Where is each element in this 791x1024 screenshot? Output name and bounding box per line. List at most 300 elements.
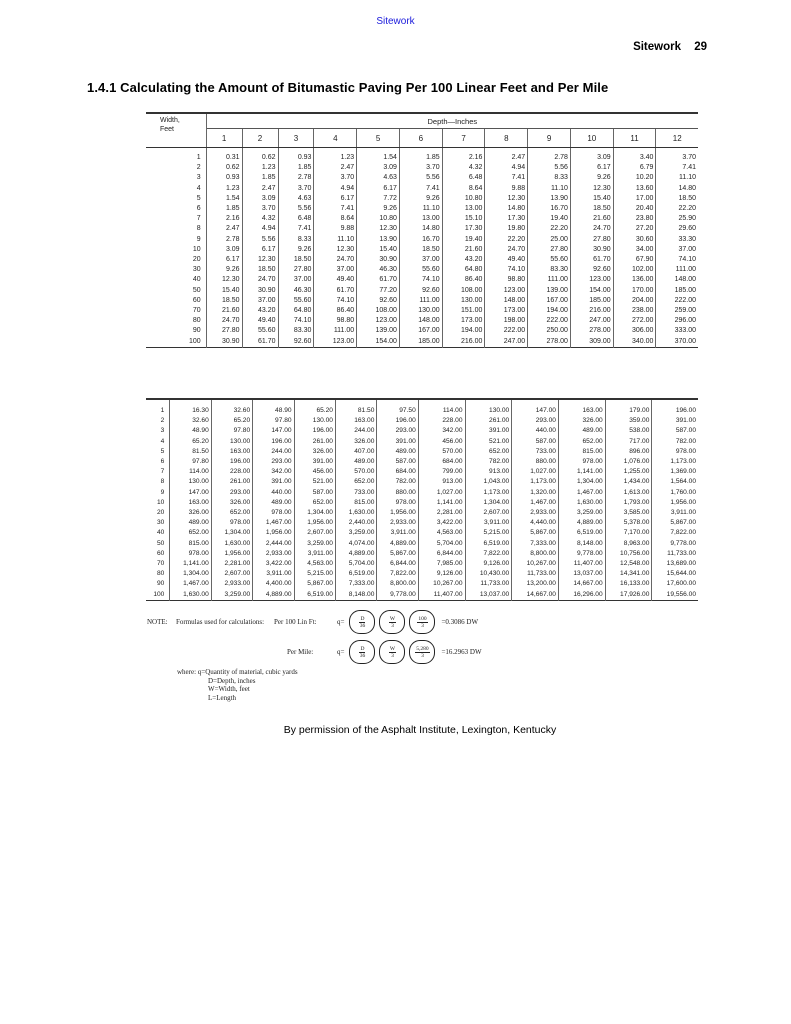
quantity-cell: 108.00 — [357, 306, 400, 316]
quantity-cell: 359.00 — [605, 416, 652, 426]
quantity-cell: 913.00 — [465, 467, 512, 477]
quantity-cell: 123.00 — [314, 337, 357, 348]
quantity-cell: 8.33 — [278, 235, 314, 245]
quantity-cell: 3,422.00 — [253, 559, 294, 569]
quantity-cell: 2.47 — [206, 224, 242, 234]
quantity-cell: 1,793.00 — [605, 498, 652, 508]
quantity-cell: 9.26 — [278, 245, 314, 255]
quantity-cell: 30.90 — [570, 245, 613, 255]
quantity-cell: 587.00 — [512, 437, 559, 447]
table-row — [146, 416, 698, 426]
quantity-cell: 7.41 — [656, 163, 698, 173]
quantity-cell: 1,956.00 — [211, 549, 252, 559]
quantity-cell: 5.56 — [242, 235, 278, 245]
quantity-cell: 456.00 — [294, 467, 335, 477]
quantity-cell: 440.00 — [512, 426, 559, 436]
quantity-cell: 14.80 — [656, 184, 698, 194]
quantity-cell: 92.60 — [357, 296, 400, 306]
quantity-cell: 978.00 — [558, 457, 605, 467]
quantity-cell: 326.00 — [211, 498, 252, 508]
quantity-cell: 4,889.00 — [253, 590, 294, 601]
quantity-cell: 306.00 — [613, 326, 656, 336]
quantity-cell: 5,867.00 — [377, 549, 418, 559]
quantity-cell: 9.26 — [570, 173, 613, 183]
ft-num: 100 — [418, 615, 427, 622]
quantity-cell: 97.80 — [253, 416, 294, 426]
quantity-cell: 4.94 — [485, 163, 528, 173]
quantity-cell: 4,074.00 — [335, 539, 376, 549]
quantity-cell: 4,440.00 — [512, 518, 559, 528]
mile-num: 5,280 — [416, 645, 429, 652]
quantity-cell: 370.00 — [656, 337, 698, 348]
table-row — [146, 399, 698, 416]
quantity-cell: 391.00 — [465, 426, 512, 436]
note-label: NOTE: — [147, 618, 168, 626]
quantity-cell: 3,259.00 — [335, 528, 376, 538]
quantity-cell: 10,267.00 — [512, 559, 559, 569]
quantity-cell: 19,556.00 — [652, 590, 698, 601]
quantity-cell: 198.00 — [485, 316, 528, 326]
quantity-cell: 16.70 — [528, 204, 571, 214]
quantity-cell: 98.80 — [485, 275, 528, 285]
quantity-cell: 0.93 — [206, 173, 242, 183]
quantity-cell: 587.00 — [652, 426, 698, 436]
quantity-cell: 4,889.00 — [558, 518, 605, 528]
table-row — [146, 477, 698, 487]
quantity-cell: 7.41 — [278, 224, 314, 234]
q-symbol: q= — [337, 618, 345, 626]
table-bottom-body — [146, 399, 698, 600]
quantity-cell: 24.70 — [570, 224, 613, 234]
quantity-cell: 49.40 — [485, 255, 528, 265]
quantity-cell: 21.60 — [442, 245, 485, 255]
quantity-cell: 27.80 — [278, 265, 314, 275]
quantity-cell: 3.09 — [206, 245, 242, 255]
quantity-cell: 16.30 — [170, 399, 211, 416]
formula-mile — [337, 640, 482, 664]
quantity-cell: 5,704.00 — [418, 539, 465, 549]
width-header-line1: Width, — [160, 117, 180, 124]
quantity-cell: 185.00 — [399, 337, 442, 348]
quantity-cell: 261.00 — [294, 437, 335, 447]
d-num: D — [360, 615, 365, 622]
quantity-cell: 30.90 — [357, 255, 400, 265]
where-definitions — [177, 668, 298, 702]
quantity-table-per-100-lin-ft — [146, 112, 698, 348]
quantity-cell: 196.00 — [377, 416, 418, 426]
section-title: 1.4.1 Calculating the Amount of Bitumastic Paving Per 100 Linear Feet and Per Mile — [87, 80, 609, 95]
quantity-cell: 7.41 — [399, 184, 442, 194]
quantity-cell: 11.10 — [656, 173, 698, 183]
quantity-cell: 333.00 — [656, 326, 698, 336]
quantity-cell: 12.30 — [485, 194, 528, 204]
quantity-cell: 978.00 — [652, 447, 698, 457]
quantity-cell: 111.00 — [528, 275, 571, 285]
quantity-cell: 3.70 — [278, 184, 314, 194]
quantity-cell: 18.50 — [242, 265, 278, 275]
depth-inches-header: Depth—Inches — [206, 113, 698, 129]
quantity-cell: 538.00 — [605, 426, 652, 436]
quantity-cell: 1,304.00 — [170, 569, 211, 579]
quantity-cell: 1.23 — [206, 184, 242, 194]
quantity-cell: 8,148.00 — [335, 590, 376, 601]
quantity-cell: 3,422.00 — [418, 518, 465, 528]
width-cell: 7 — [160, 468, 165, 476]
quantity-cell: 684.00 — [418, 457, 465, 467]
table-row — [146, 275, 698, 285]
quantity-cell: 3,911.00 — [465, 518, 512, 528]
quantity-cell: 37.00 — [656, 245, 698, 255]
quantity-cell: 97.80 — [170, 457, 211, 467]
ft-den: 3 — [421, 622, 424, 629]
quantity-cell: 228.00 — [418, 416, 465, 426]
quantity-cell: 123.00 — [570, 275, 613, 285]
quantity-cell: 2,933.00 — [211, 579, 252, 589]
quantity-cell: 2,444.00 — [253, 539, 294, 549]
quantity-cell: 130.00 — [211, 437, 252, 447]
quantity-cell: 32.60 — [170, 416, 211, 426]
quantity-cell: 0.62 — [242, 148, 278, 164]
quantity-cell: 3,259.00 — [558, 508, 605, 518]
quantity-cell: 11,407.00 — [558, 559, 605, 569]
quantity-cell: 154.00 — [570, 286, 613, 296]
quantity-cell: 27.80 — [528, 245, 571, 255]
quantity-cell: 3.70 — [399, 163, 442, 173]
quantity-cell: 717.00 — [605, 437, 652, 447]
quantity-cell: 9.26 — [357, 204, 400, 214]
quantity-cell: 3.40 — [613, 148, 656, 164]
quantity-cell: 3.09 — [242, 194, 278, 204]
quantity-cell: 391.00 — [652, 416, 698, 426]
width-cell: 70 — [157, 560, 165, 568]
per-100-label: Per 100 Lin Ft: — [274, 618, 317, 626]
quantity-cell: 0.31 — [206, 148, 242, 164]
quantity-cell: 5,215.00 — [294, 569, 335, 579]
table-row — [146, 426, 698, 436]
quantity-cell: 3,911.00 — [377, 528, 418, 538]
quantity-cell: 1,956.00 — [652, 498, 698, 508]
quantity-cell: 1,173.00 — [652, 457, 698, 467]
quantity-cell: 196.00 — [211, 457, 252, 467]
quantity-cell: 194.00 — [442, 326, 485, 336]
quantity-cell: 163.00 — [335, 416, 376, 426]
quantity-cell: 43.20 — [242, 306, 278, 316]
quantity-cell: 652.00 — [558, 437, 605, 447]
quantity-cell: 521.00 — [294, 477, 335, 487]
quantity-cell: 489.00 — [558, 426, 605, 436]
quantity-cell: 247.00 — [485, 337, 528, 348]
quantity-cell: 37.00 — [278, 275, 314, 285]
quantity-cell: 74.10 — [485, 265, 528, 275]
quantity-cell: 14,341.00 — [605, 569, 652, 579]
quantity-cell: 250.00 — [528, 326, 571, 336]
quantity-cell: 43.20 — [442, 255, 485, 265]
quantity-cell: 4,563.00 — [294, 559, 335, 569]
quantity-cell: 14.80 — [399, 224, 442, 234]
quantity-cell: 1,467.00 — [558, 488, 605, 498]
quantity-cell: 9,778.00 — [558, 549, 605, 559]
quantity-cell: 30.90 — [242, 286, 278, 296]
quantity-cell: 489.00 — [377, 447, 418, 457]
table-row — [146, 148, 698, 164]
quantity-cell: 13.00 — [399, 214, 442, 224]
table-row — [146, 539, 698, 549]
quantity-cell: 1,630.00 — [211, 539, 252, 549]
quantity-cell: 48.90 — [170, 426, 211, 436]
table-row — [146, 214, 698, 224]
quantity-cell: 2,607.00 — [211, 569, 252, 579]
quantity-cell: 8.64 — [442, 184, 485, 194]
quantity-cell: 1,304.00 — [465, 498, 512, 508]
quantity-cell: 24.70 — [485, 245, 528, 255]
quantity-cell: 32.60 — [211, 399, 252, 416]
quantity-cell: 4.32 — [442, 163, 485, 173]
quantity-cell: 4,400.00 — [253, 579, 294, 589]
result-100: =0.3086 DW — [441, 618, 479, 626]
quantity-cell: 185.00 — [570, 296, 613, 306]
quantity-cell: 5,704.00 — [335, 559, 376, 569]
quantity-cell: 5,867.00 — [294, 579, 335, 589]
quantity-cell: 2.78 — [206, 235, 242, 245]
quantity-cell: 16,296.00 — [558, 590, 605, 601]
table-row — [146, 194, 698, 204]
table-row — [146, 163, 698, 173]
quantity-cell: 1.23 — [314, 148, 357, 164]
width-cell: 5 — [196, 194, 201, 202]
quantity-cell: 652.00 — [170, 528, 211, 538]
quantity-cell: 278.00 — [528, 337, 571, 348]
quantity-cell: 456.00 — [418, 437, 465, 447]
quantity-cell: 111.00 — [656, 265, 698, 275]
quantity-cell: 12.30 — [206, 275, 242, 285]
quantity-cell: 7,333.00 — [335, 579, 376, 589]
quantity-cell: 815.00 — [170, 539, 211, 549]
quantity-cell: 7,822.00 — [465, 549, 512, 559]
quantity-cell: 148.00 — [656, 275, 698, 285]
width-cell: 6 — [160, 458, 165, 466]
table-row — [146, 488, 698, 498]
quantity-cell: 29.60 — [656, 224, 698, 234]
quantity-cell: 30.60 — [613, 235, 656, 245]
quantity-cell: 1.85 — [278, 163, 314, 173]
quantity-cell: 1.54 — [357, 148, 400, 164]
quantity-cell: 147.00 — [512, 399, 559, 416]
width-cell: 90 — [157, 580, 165, 588]
width-cell: 8 — [160, 478, 165, 486]
quantity-cell: 20.40 — [613, 204, 656, 214]
quantity-cell: 652.00 — [211, 508, 252, 518]
quantity-cell: 440.00 — [253, 488, 294, 498]
quantity-cell: 1,564.00 — [652, 477, 698, 487]
width-header-line2: Feet — [160, 126, 175, 133]
quantity-cell: 136.00 — [613, 275, 656, 285]
quantity-cell: 1.54 — [206, 194, 242, 204]
quantity-cell: 17.30 — [485, 214, 528, 224]
width-cell: 40 — [157, 529, 165, 537]
quantity-cell: 65.20 — [294, 399, 335, 416]
quantity-cell: 782.00 — [652, 437, 698, 447]
quantity-cell: 222.00 — [656, 296, 698, 306]
quantity-cell: 27.80 — [570, 235, 613, 245]
depth-column-header: 10 — [570, 129, 613, 148]
where-line: W=Width, feet — [208, 685, 250, 693]
quantity-cell: 15.10 — [442, 214, 485, 224]
quantity-cell: 1,956.00 — [377, 508, 418, 518]
quantity-cell: 1,255.00 — [605, 467, 652, 477]
table-row — [146, 255, 698, 265]
table-row — [146, 286, 698, 296]
quantity-cell: 12.30 — [570, 184, 613, 194]
table-top-body — [146, 148, 698, 348]
quantity-cell: 81.50 — [335, 399, 376, 416]
quantity-cell: 167.00 — [399, 326, 442, 336]
quantity-cell: 3.70 — [314, 173, 357, 183]
quantity-cell: 6.79 — [613, 163, 656, 173]
quantity-cell: 8,800.00 — [512, 549, 559, 559]
depth-column-header: 7 — [442, 129, 485, 148]
table-row — [146, 337, 698, 348]
quantity-cell: 17,600.00 — [652, 579, 698, 589]
sitework-link[interactable]: Sitework — [376, 16, 415, 27]
where-line: D=Depth, inches — [208, 676, 256, 685]
quantity-cell: 163.00 — [170, 498, 211, 508]
quantity-cell: 489.00 — [335, 457, 376, 467]
quantity-cell: 4.94 — [242, 224, 278, 234]
quantity-cell: 27.20 — [613, 224, 656, 234]
result-mile: =16.2963 DW — [441, 648, 482, 656]
quantity-cell: 2.47 — [242, 184, 278, 194]
table-row — [146, 265, 698, 275]
width-feet-header — [146, 113, 206, 148]
quantity-cell: 3,911.00 — [294, 549, 335, 559]
quantity-cell: 61.70 — [357, 275, 400, 285]
quantity-cell: 3.70 — [656, 148, 698, 164]
quantity-cell: 570.00 — [335, 467, 376, 477]
quantity-cell: 216.00 — [442, 337, 485, 348]
depth-fraction — [349, 610, 375, 634]
quantity-cell: 1,467.00 — [253, 518, 294, 528]
table-row — [146, 498, 698, 508]
width-cell: 20 — [192, 256, 201, 264]
quantity-cell: 16,133.00 — [605, 579, 652, 589]
quantity-cell: 16.70 — [399, 235, 442, 245]
quantity-cell: 123.00 — [357, 316, 400, 326]
quantity-cell: 55.60 — [278, 296, 314, 306]
length-fraction — [409, 610, 435, 634]
width-cell: 30 — [192, 266, 201, 274]
width-fraction-mile — [379, 640, 405, 664]
quantity-cell: 25.90 — [656, 214, 698, 224]
quantity-cell: 18.50 — [570, 204, 613, 214]
quantity-cell: 8,148.00 — [558, 539, 605, 549]
width-cell: 8 — [196, 225, 201, 233]
quantity-cell: 5.56 — [278, 204, 314, 214]
table-row — [146, 306, 698, 316]
table-row — [146, 184, 698, 194]
quantity-cell: 34.00 — [613, 245, 656, 255]
page-number: 29 — [694, 41, 707, 53]
quantity-cell: 340.00 — [613, 337, 656, 348]
quantity-cell: 46.30 — [357, 265, 400, 275]
quantity-cell: 293.00 — [512, 416, 559, 426]
quantity-cell: 98.80 — [314, 316, 357, 326]
quantity-cell: 74.10 — [278, 316, 314, 326]
quantity-cell: 48.90 — [253, 399, 294, 416]
width-cell: 100 — [188, 337, 201, 345]
quantity-cell: 1,467.00 — [170, 579, 211, 589]
quantity-cell: 10,267.00 — [418, 579, 465, 589]
quantity-cell: 342.00 — [418, 426, 465, 436]
quantity-cell: 326.00 — [335, 437, 376, 447]
depth-columns-header — [146, 129, 698, 148]
quantity-cell: 18.50 — [206, 296, 242, 306]
quantity-cell: 139.00 — [357, 326, 400, 336]
quantity-cell: 14.80 — [485, 204, 528, 214]
quantity-cell: 74.10 — [656, 255, 698, 265]
quantity-cell: 2.47 — [314, 163, 357, 173]
quantity-cell: 196.00 — [294, 426, 335, 436]
mile-fraction — [409, 640, 435, 664]
quantity-cell: 139.00 — [528, 286, 571, 296]
width-cell: 40 — [192, 276, 201, 284]
quantity-cell: 10,430.00 — [465, 569, 512, 579]
quantity-cell: 978.00 — [377, 498, 418, 508]
width-cell: 70 — [192, 307, 201, 315]
quantity-cell: 55.60 — [399, 265, 442, 275]
quantity-cell: 0.62 — [206, 163, 242, 173]
table-row — [146, 559, 698, 569]
quantity-cell: 12,548.00 — [605, 559, 652, 569]
quantity-cell: 6.17 — [357, 184, 400, 194]
quantity-cell: 244.00 — [253, 447, 294, 457]
table-row — [146, 326, 698, 336]
note-intro: Formulas used for calculations: — [176, 618, 265, 626]
table-row — [146, 437, 698, 447]
quantity-cell: 489.00 — [253, 498, 294, 508]
quantity-cell: 196.00 — [652, 399, 698, 416]
quantity-cell: 13.90 — [357, 235, 400, 245]
quantity-cell: 652.00 — [335, 477, 376, 487]
quantity-cell: 259.00 — [656, 306, 698, 316]
quantity-cell: 86.40 — [442, 275, 485, 285]
quantity-cell: 1,027.00 — [512, 467, 559, 477]
width-cell: 2 — [160, 417, 165, 425]
depth-column-header: 9 — [528, 129, 571, 148]
quantity-cell: 880.00 — [377, 488, 418, 498]
quantity-cell: 3,911.00 — [652, 508, 698, 518]
quantity-cell: 5,867.00 — [652, 518, 698, 528]
depth-column-header: 2 — [242, 129, 278, 148]
quantity-cell: 11,407.00 — [418, 590, 465, 601]
quantity-cell: 7.72 — [357, 194, 400, 204]
quantity-cell: 7,333.00 — [512, 539, 559, 549]
quantity-cell: 130.00 — [442, 296, 485, 306]
per-mile-label: Per Mile: — [287, 648, 314, 656]
quantity-cell: 147.00 — [253, 426, 294, 436]
quantity-cell: 5.56 — [399, 173, 442, 183]
quantity-cell: 10.20 — [613, 173, 656, 183]
quantity-cell: 1,141.00 — [170, 559, 211, 569]
quantity-cell: 1,173.00 — [512, 477, 559, 487]
depth-column-header: 3 — [278, 129, 314, 148]
quantity-cell: 3.09 — [570, 148, 613, 164]
quantity-cell: 652.00 — [465, 447, 512, 457]
width-cell: 3 — [160, 427, 165, 435]
quantity-cell: 61.70 — [242, 337, 278, 348]
quantity-cell: 33.30 — [656, 235, 698, 245]
quantity-cell: 272.00 — [613, 316, 656, 326]
quantity-cell: 11,733.00 — [652, 549, 698, 559]
